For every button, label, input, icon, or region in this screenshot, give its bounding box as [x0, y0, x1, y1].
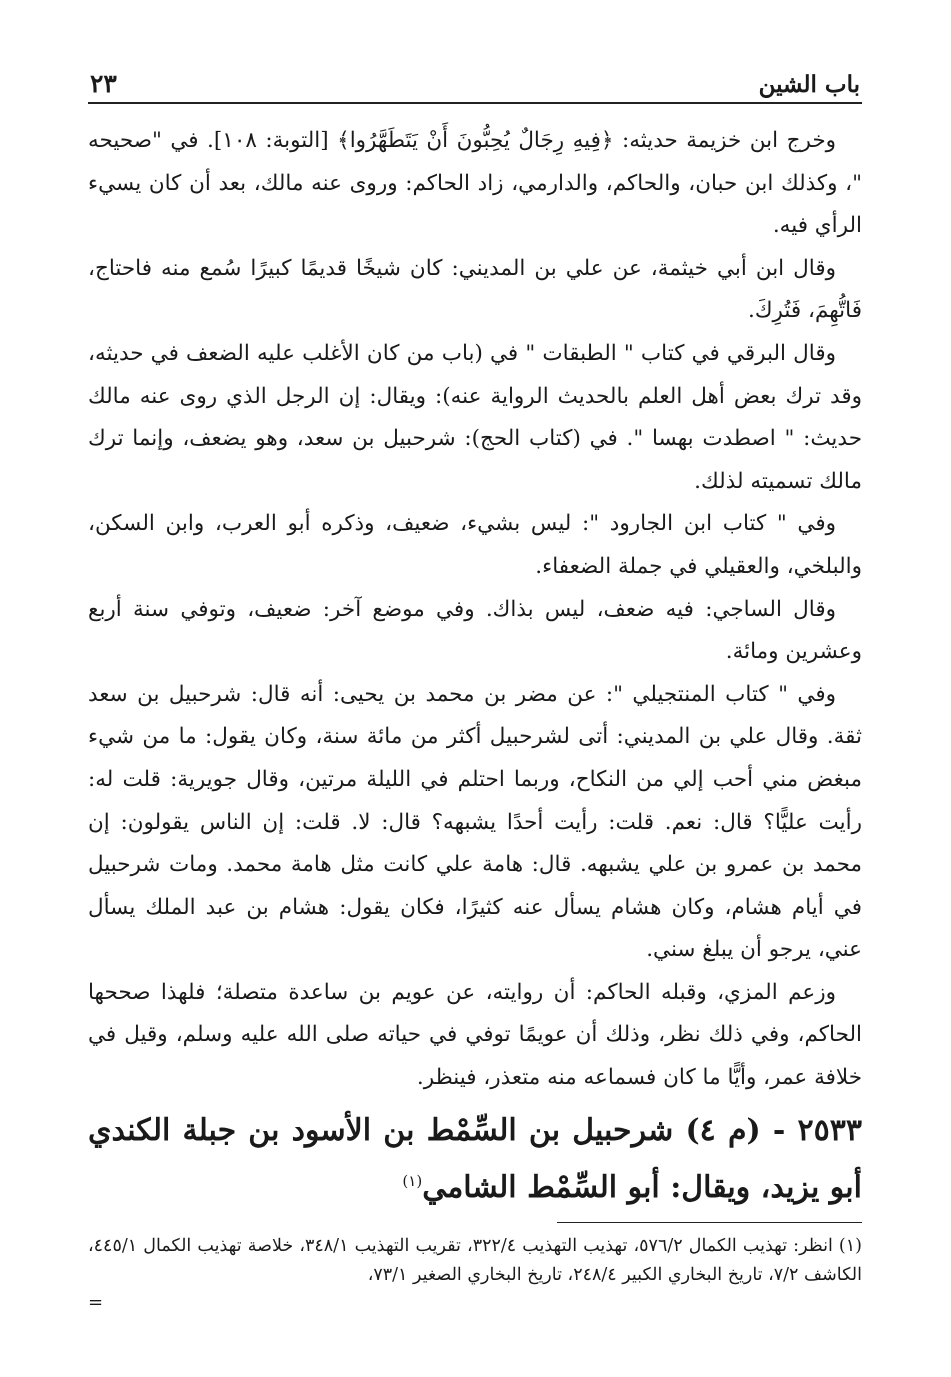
main-text	[88, 120, 862, 1213]
footnote-divider	[557, 1222, 862, 1223]
paragraph-ibn-khuzayma: وخرج ابن خزيمة حديثه: ﴿فِيهِ رِجَالٌ يُحِبُّونَ أَنْ يَتَطَهَّرُوا﴾ [التوبة: ١٠٨]. في "صحيحه "، وكذلك ابن حبان، والحاكم، والدارمي، زاد الحاكم: وروى عنه مالك، بعد أن كان يسيء الرأي فيه.	[88, 128, 862, 239]
page-number: ٢٣	[90, 69, 117, 98]
chapter-title: باب الشين	[758, 71, 860, 98]
paragraph-ibn-abi-khaythama: وقال ابن أبي خيثمة، عن علي بن المديني: كان شيخًا قديمًا كبيرًا سُمع منه فاحتاج، فَاتُّهِمَ، فَتُرِكَ.	[88, 255, 862, 324]
entry-heading	[88, 1106, 862, 1213]
paragraph-barqi: وقال البرقي في كتاب " الطبقات " في (باب من كان الأغلب عليه الضعف في حديثه، وقد ترك بعض أهل العلم بالحديث الرواية عنه): ويقال: إن الرجل الذي روى عنه مالك حديث: " اصطدت بهسا ". في (كتاب الحج): شرحبيل بن سعد، وهو يضعف، وإنما ترك مالك تسميته لذلك.	[88, 340, 862, 494]
paragraph-ibn-jarud: وفي " كتاب ابن الجارود ": ليس بشيء، ضعيف، وذكره أبو العرب، وابن السكن، والبلخي، والعقيلي في جملة الضعفاء.	[88, 511, 862, 579]
footnote-marker: (١)	[402, 1171, 423, 1190]
entry-heading-text: ٢٥٣٣ - (م ٤) شرحبيل بن السِّمْط بن الأسود بن جبلة الكندي أبو يزيد، ويقال: أبو السِّمْط الشامي	[88, 1112, 862, 1205]
paragraph-saji: وقال الساجي: فيه ضعف، ليس بذاك. وفي موضع آخر: ضعيف، وتوفي سنة أربع وعشرين ومائة.	[88, 596, 862, 665]
paragraph-muntajili: وفي " كتاب المنتجيلي ": عن مضر بن محمد بن يحيى: أنه قال: شرحبيل بن سعد ثقة. وقال علي بن المديني: أتى لشرحبيل أكثر من مائة سنة، وكان يقول: ما من شيء مبغض مني أحب إلي من النكاح، وربما احتلم في الليلة مرتين، وقال جويرية: قلت له: رأيت عليًّا؟ قال: نعم. قلت: رأيت أحدًا يشبهه؟ قال: لا. قلت: إن الناس يقولون: إن محمد بن عمرو بن علي يشبهه. قال: هامة علي كانت مثل هامة محمد. ومات شرحبيل في أيام هشام، وكان هشام يسأل عنه كثيرًا، فكان يقول: هشام بن عبد الملك يسأل عني، يرجو أن يبلغ سني.	[88, 681, 862, 963]
paragraph-mizzi: وزعم المزي، وقبله الحاكم: أن روايته، عن عويم بن ساعدة متصلة؛ فلهذا صححها الحاكم، وفي ذلك نظر، وذلك أن عويمًا توفي في حياته صلى الله عليه وسلم، وقيل في خلافة عمر، وأيًّا ما كان فسماعه منه متعذر، فينظر.	[88, 979, 862, 1091]
footnote: (١) انظر: تهذيب الكمال ٥٧٦/٢، تهذيب التهذيب ٣٢٢/٤، تقريب التهذيب ٣٤٨/١، خلاصة تهذيب الكمال ٤٤٥/١، الكاشف ٧/٢، تاريخ البخاري الكبير ٢٤٨/٤، تاريخ البخاري الصغير ٧٣/١،	[88, 1236, 862, 1285]
book-page	[88, 62, 862, 1362]
continuation-mark: =	[88, 1292, 104, 1313]
page-header	[88, 62, 862, 104]
